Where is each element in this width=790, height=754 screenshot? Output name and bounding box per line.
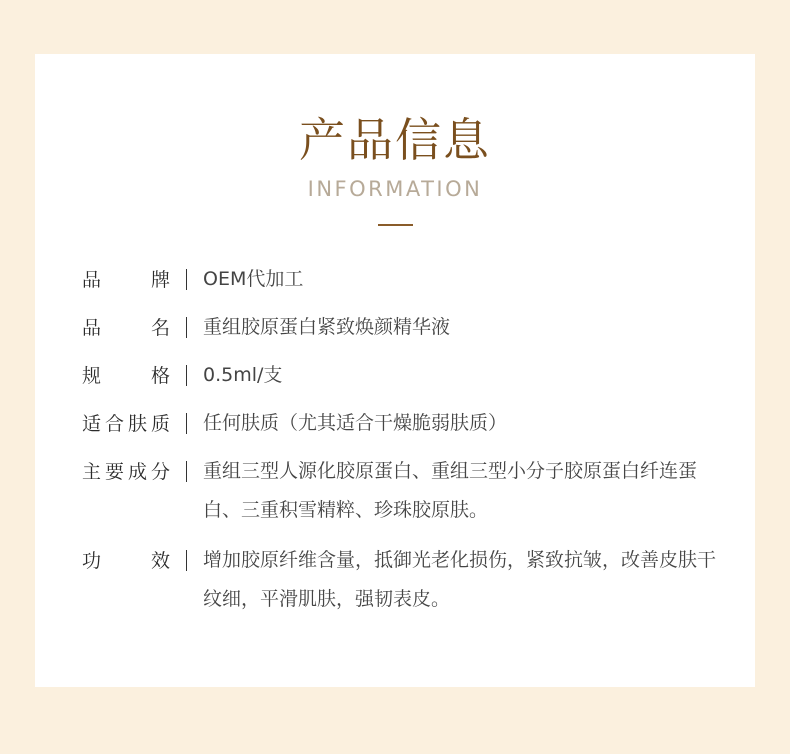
value-skin-type: 任何肤质（尤其适合干燥脆弱肤质） <box>203 412 508 434</box>
label-ingredients: 主要成分 <box>82 461 170 483</box>
label-brand: 品牌 <box>82 269 170 291</box>
label-product-name: 品名 <box>82 317 170 339</box>
separator <box>186 461 187 482</box>
value-brand: OEM代加工 <box>203 268 304 290</box>
value-ingredients: 重组三型人源化胶原蛋白、重组三型小分子胶原蛋白纤连蛋白、三重积雪精粹、珍珠胶原肤。 <box>203 460 698 521</box>
separator <box>186 413 187 434</box>
label-specification: 规格 <box>82 365 170 387</box>
value-product-name: 重组胶原蛋白紧致焕颜精华液 <box>203 316 451 338</box>
separator <box>186 550 187 571</box>
separator <box>186 317 187 338</box>
section-subtitle: INFORMATION <box>307 177 483 201</box>
value-effects: 增加胶原纤维含量，抵御光老化损伤，紧致抗皱，改善皮肤干纹细，平滑肌肤，强韧表皮。 <box>203 549 717 610</box>
label-effects: 功效 <box>82 550 170 572</box>
label-skin-type: 适合肤质 <box>82 413 170 435</box>
separator <box>186 269 187 290</box>
section-title: 产品信息 <box>299 113 491 167</box>
value-specification: 0.5ml/支 <box>203 364 283 386</box>
separator <box>186 365 187 386</box>
title-divider <box>378 224 413 226</box>
